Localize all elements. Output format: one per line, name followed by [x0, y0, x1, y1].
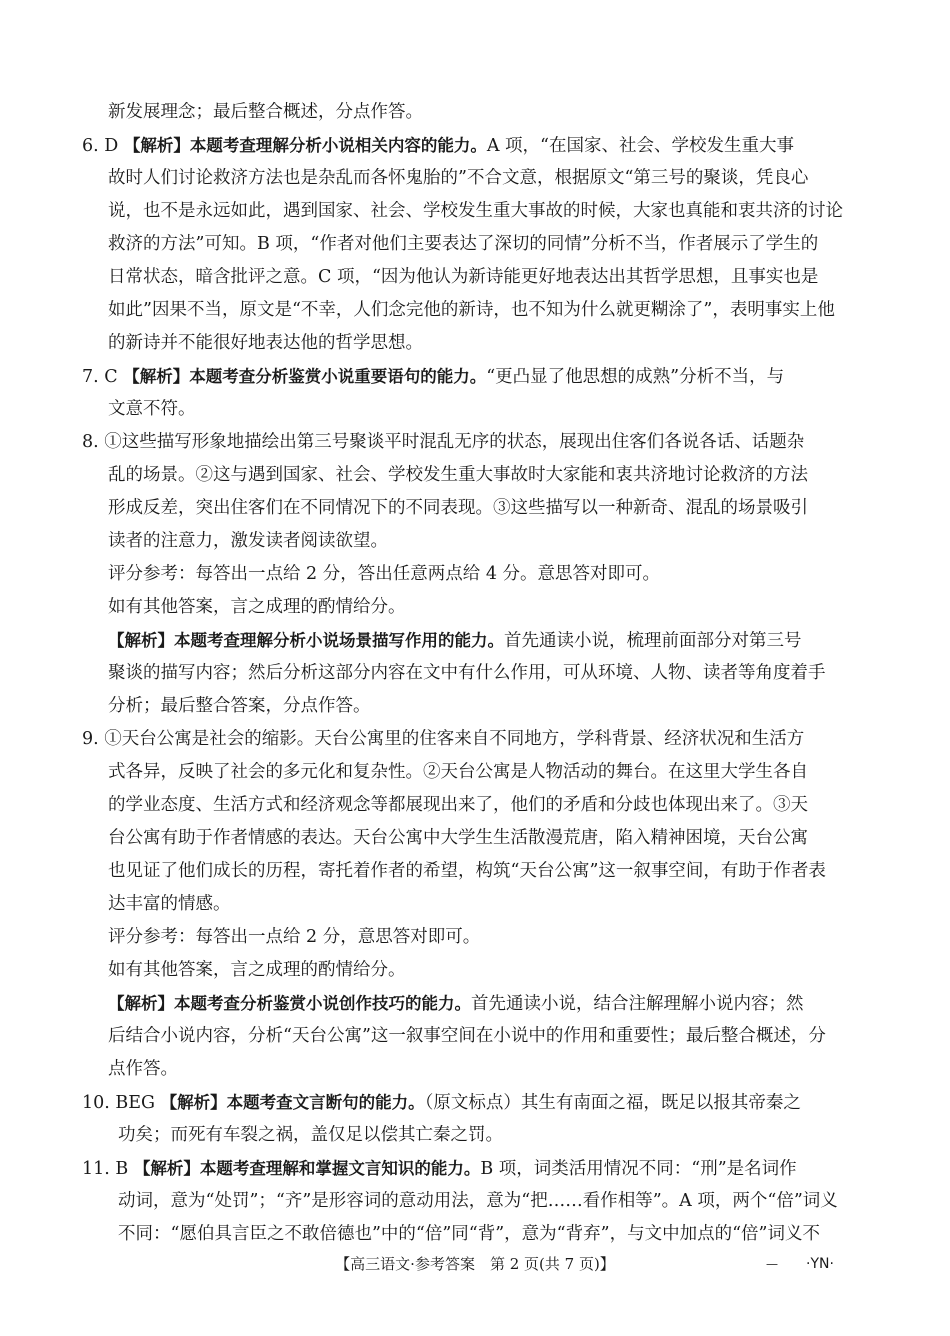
text-line [82, 921, 862, 954]
text-segment: 台公寓有助于作者情感的表达。天台公寓中大学生生活散漫荒唐，陷入精神困境，天台公寓 [108, 828, 808, 848]
text-segment: 式各异，反映了社会的多元化和复杂性。②天台公寓是人物活动的舞台。在这里大学生各自 [108, 762, 808, 782]
text-segment: 聚谈的描写内容；然后分析这部分内容在文中有什么作用，可从环境、人物、读者等角度着手 [108, 663, 826, 683]
text-segment: 评分参考：每答出一点给 2 分，答出任意两点给 4 分。意思答对即可。 [108, 564, 661, 584]
text-segment: 10. BEG [82, 1093, 161, 1113]
text-line [82, 756, 862, 789]
text-segment: 乱的场景。②这与遇到国家、社会、学校发生重大事故时大家能和衷共济地讨论救济的方法 [108, 465, 808, 485]
analysis-heading: 【解析】本题考查理解分析小说相关内容的能力。 [123, 136, 487, 155]
answer-text-body [82, 96, 862, 1251]
text-segment: 后结合小说内容，分析“天台公寓”这一叙事空间在小说中的作用和重要性；最后整合概述，分 [108, 1026, 826, 1046]
text-segment: 9. ①天台公寓是社会的缩影。天台公寓里的住客来自不同地方，学科背景、经济状况和生活方 [82, 729, 805, 749]
text-line [82, 657, 862, 690]
text-line [82, 525, 862, 558]
analysis-heading: 【解析】本题考查分析鉴赏小说创作技巧的能力。 [108, 994, 471, 1013]
analysis-heading: 【解析】本题考查分析鉴赏小说重要语句的能力。 [123, 367, 487, 386]
text-line [82, 294, 862, 327]
text-segment: 评分参考：每答出一点给 2 分，意思答对即可。 [108, 927, 481, 947]
text-line [82, 558, 862, 591]
text-line [82, 1218, 862, 1251]
text-segment: 救济的方法”可知。B 项，“作者对他们主要表达了深切的同情”分析不当，作者展示了学生的 [108, 234, 819, 254]
text-segment: 形成反差，突出住客们在不同情况下的不同表现。③这些描写以一种新奇、混乱的场景吸引 [108, 498, 808, 518]
text-segment: “更凸显了他思想的成熟”分析不当，与 [486, 367, 785, 387]
text-segment: 11. B [82, 1159, 134, 1179]
text-line [82, 789, 862, 822]
text-segment: 说，也不是永远如此，遇到国家、社会、学校发生重大事故的时候，大家也真能和衷共济的讨论 [108, 201, 843, 221]
footer-code: ·YN· [806, 1256, 834, 1272]
analysis-heading: 【解析】本题考查理解分析小说场景描写作用的能力。 [108, 631, 504, 650]
text-segment: 动词，意为“处罚”；“齐”是形容词的意动用法，意为“把……看作相等”。A 项，两个“倍”词义 [118, 1191, 838, 1211]
text-line [82, 855, 862, 888]
text-segment: 的新诗并不能很好地表达他的哲学思想。 [108, 333, 423, 353]
text-segment: 首先通读小说，梳理前面部分对第三号 [504, 631, 802, 651]
text-line [82, 228, 862, 261]
text-line [82, 360, 862, 393]
text-line [82, 129, 862, 162]
text-segment: 文意不符。 [108, 399, 196, 419]
text-line [82, 954, 862, 987]
text-segment: 如有其他答案，言之成理的酌情给分。 [108, 960, 406, 980]
text-line [82, 822, 862, 855]
text-segment: （原文标点）其生有南面之福，既足以报其帝秦之 [424, 1093, 801, 1113]
text-line [82, 1185, 862, 1218]
text-line [82, 393, 862, 426]
text-segment: 的学业态度、生活方式和经济观念等都展现出来了，他们的矛盾和分歧也体现出来了。③天 [108, 795, 808, 815]
text-segment: 分析；最后整合答案，分点作答。 [108, 696, 371, 716]
text-line [82, 492, 862, 525]
analysis-heading: 【解析】本题考查理解和掌握文言知识的能力。 [133, 1159, 481, 1178]
text-line [82, 888, 862, 921]
text-line [82, 1020, 862, 1053]
text-line [82, 327, 862, 360]
text-line [82, 195, 862, 228]
text-segment: 读者的注意力，激发读者阅读欲望。 [108, 531, 388, 551]
text-segment: 功矣；而死有车裂之祸，盖仅足以偿其亡秦之罚。 [118, 1125, 503, 1145]
text-line [82, 426, 862, 459]
text-segment: B 项，词类活用情况不同：“刑”是名词作 [480, 1159, 797, 1179]
text-segment: A 项，“在国家、社会、学校发生重大事 [486, 136, 795, 156]
text-line [82, 1086, 862, 1119]
footer-page-info: 【高三语文·参考答案 第 2 页(共 7 页)】 [335, 1255, 615, 1273]
text-line [82, 987, 862, 1020]
text-segment: 达丰富的情感。 [108, 894, 231, 914]
text-line [82, 162, 862, 195]
text-line [82, 690, 862, 723]
text-segment: 也见证了他们成长的历程，寄托着作者的希望，构筑“天台公寓”这一叙事空间，有助于作者表 [108, 861, 826, 881]
text-line [82, 96, 862, 129]
text-segment: 7. C [82, 367, 124, 387]
text-segment: 如有其他答案，言之成理的酌情给分。 [108, 597, 406, 617]
text-line [82, 459, 862, 492]
text-segment: 故时人们讨论救济方法也是杂乱而各怀鬼胎的”不合文意，根据原文“第三号的聚谈，凭良心 [108, 168, 809, 188]
text-segment: 8. ①这些描写形象地描绘出第三号聚谈平时混乱无序的状态，展现出住客们各说各话、话题杂 [82, 432, 805, 452]
text-line [82, 1119, 862, 1152]
page-footer [0, 1252, 950, 1276]
analysis-heading: 【解析】本题考查文言断句的能力。 [160, 1093, 425, 1112]
text-line [82, 723, 862, 756]
text-line [82, 1152, 862, 1185]
text-line [82, 261, 862, 294]
text-line [82, 591, 862, 624]
text-segment: 点作答。 [108, 1059, 178, 1079]
footer-mark: — [766, 1257, 778, 1271]
text-segment: 6. D [82, 136, 124, 156]
text-line [82, 1053, 862, 1086]
text-segment: 首先通读小说，结合注解理解小说内容；然 [471, 994, 804, 1014]
text-segment: 如此”因果不当，原文是“不幸，人们念完他的新诗，也不知为什么就更糊涂了”，表明事实上他 [108, 300, 835, 320]
text-segment: 不同：“愿伯具言臣之不敢倍德也”中的“倍”同“背”，意为“背弃”，与文中加点的“倍”词义不 [118, 1224, 820, 1244]
text-line [82, 624, 862, 657]
text-segment: 新发展理念；最后整合概述，分点作答。 [108, 102, 423, 122]
text-segment: 日常状态，暗含批评之意。C 项，“因为他认为新诗能更好地表达出其哲学思想，且事实也是 [108, 267, 819, 287]
